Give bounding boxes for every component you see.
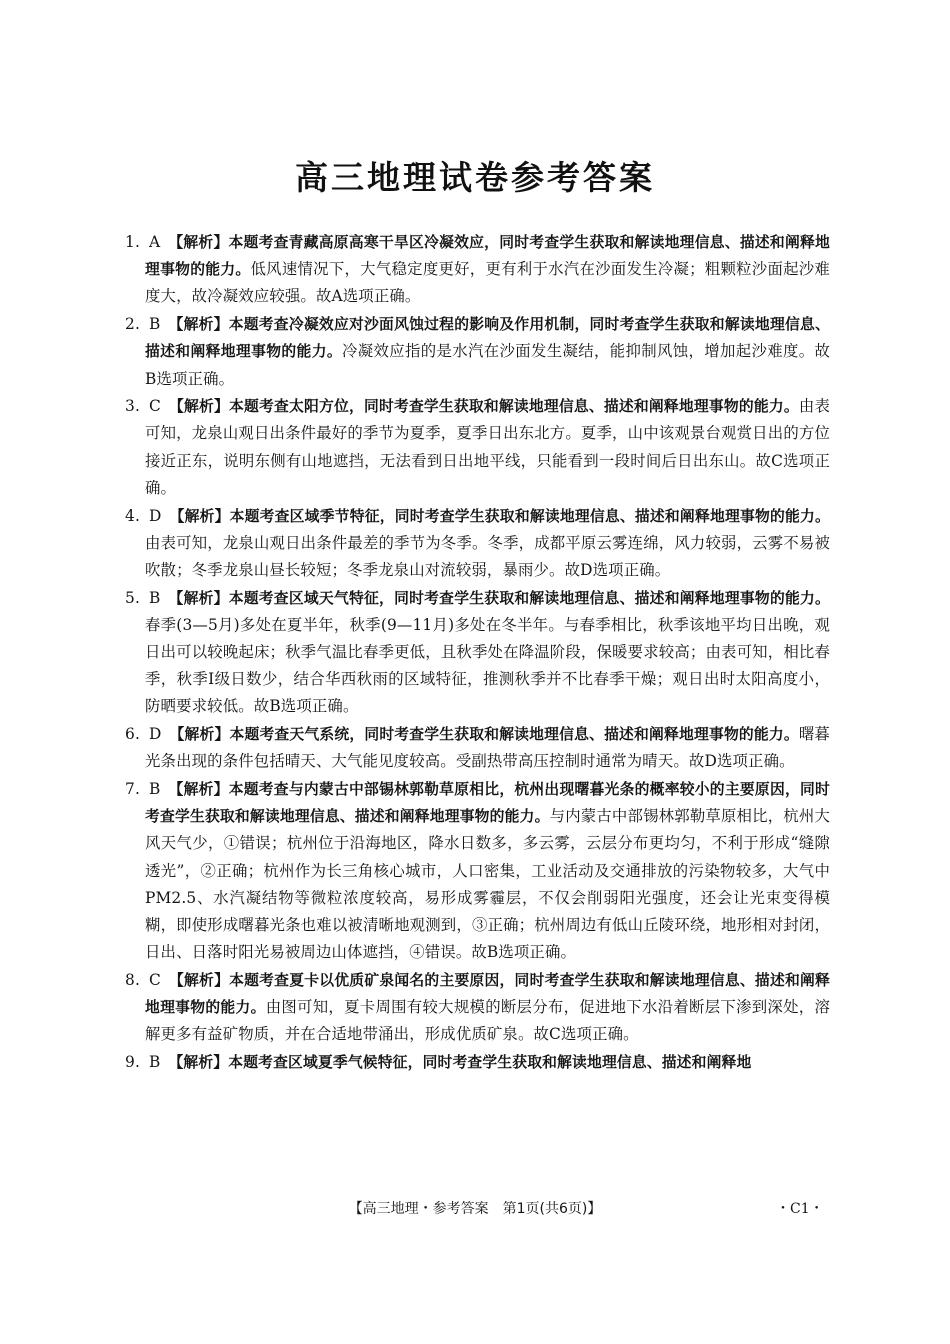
answer-letter: A <box>149 233 161 251</box>
answer-item-4 <box>125 503 830 585</box>
question-number: 9. <box>125 1053 140 1072</box>
analysis-lead: 本题考查与内蒙古中部锡林郭勒草原相比，杭州出现曙暮光条的概率较小的主要原因，同时考查学生获取和解读地理信息、描述和阐释地理事物的能力。 <box>145 781 830 826</box>
analysis-body: 冷凝效应指的是水汽在沙面发生凝结，能抑制风蚀，增加起沙难度。故B选项正确。 <box>145 342 830 388</box>
answer-letter: B <box>149 1053 161 1072</box>
analysis-tag: 【解析】 <box>168 234 229 251</box>
analysis-body: 由表可知，龙泉山观日出条件最好的季节为夏季，夏季日出东北方。夏季，山中该观景台观赏日出的方位接近正东，说明东侧有山地遮挡，无法看到日出地平线，只能看到一段时间后日出东山。故C选项正确。 <box>145 397 830 497</box>
analysis-tag: 【解析】 <box>168 589 229 607</box>
page-code: ・C1・ <box>776 1201 824 1217</box>
question-number: 6. <box>125 725 140 744</box>
answer-item-8 <box>125 967 830 1049</box>
question-number: 3. <box>125 397 140 416</box>
answer-item-3 <box>125 393 830 502</box>
question-number: 1. <box>125 233 140 251</box>
question-number: 5. <box>125 588 140 607</box>
answer-letter: D <box>149 506 162 525</box>
answer-item-2 <box>125 311 830 393</box>
answer-item-7 <box>125 776 830 966</box>
answer-letter: C <box>149 970 161 989</box>
answer-item-9 <box>125 1049 830 1076</box>
answer-letter: B <box>149 588 161 607</box>
answer-item-5 <box>125 585 830 721</box>
analysis-tag: 【解析】 <box>168 781 229 799</box>
answer-letter: B <box>149 315 161 334</box>
analysis-body: 春季(3—5月)多处在夏半年，秋季(9—11月)多处在冬半年。与春季相比，秋季该地平均日出晚，观日出可以较晚起床；秋季气温比春季更低，且秋季处在降温阶段，保暖要求较高；由表可知，相比春季，秋季Ⅰ级日数少，结合华西秋雨的区域特征，推测秋季并不比春季干燥；观日出时太阳高度小，防晒要求较低。故B选项正确。 <box>145 615 830 716</box>
analysis-tag: 【解析】 <box>169 507 230 525</box>
answer-letter: B <box>149 780 161 799</box>
analysis-lead: 本题考查夏卡以优质矿泉闻名的主要原因，同时考查学生获取和解读地理信息、描述和阐释地理事物的能力。 <box>145 971 830 1017</box>
analysis-lead: 本题考查太阳方位，同时考查学生获取和解读地理信息、描述和阐释地理事物的能力。 <box>228 398 799 416</box>
analysis-body: 曙暮光条出现的条件包括晴天、大气能见度较高。受副热带高压控制时通常为晴天。故D选项正确。 <box>145 725 830 771</box>
analysis-body: 与内蒙古中部锡林郭勒草原相比，杭州大风天气少，①错误；杭州位于沿海地区，降水日数多，多云雾，云层分布更均匀，不利于形成“缝隙透光”，②正确；杭州作为长三角核心城市，人口密集，工业活动及交通排放的污染物较多，大气中PM2.5、水汽凝结物等微粒浓度较高，易形成雾霾层，不仅会削弱阳光强度，还会让光束变得模糊，即使形成曙暮光条也难以被清晰地观测到，③正确；杭州周边有低山丘陵环绕，地形相对封闭，日出、日落时阳光易被周边山体遮挡，④错误。故B选项正确。 <box>145 807 830 962</box>
answer-letter: D <box>149 725 162 744</box>
analysis-tag: 【解析】 <box>168 1054 229 1072</box>
answer-list <box>125 229 830 1077</box>
page-footer: 【高三地理・参考答案 第1页(共6页)】 <box>348 1201 602 1217</box>
analysis-tag: 【解析】 <box>169 726 230 744</box>
analysis-body: 由图可知，夏卡周围有较大规模的断层分布，促进地下水沿着断层下渗到深处，溶解更多有益矿物质，并在合适地带涌出，形成优质矿泉。故C选项正确。 <box>145 998 830 1044</box>
analysis-lead: 本题考查青藏高原高寒干旱区冷凝效应，同时考查学生获取和解读地理信息、描述和阐释地理事物的能力。 <box>145 234 830 279</box>
analysis-tag: 【解析】 <box>168 971 230 989</box>
answer-item-1 <box>125 229 830 311</box>
question-number: 4. <box>125 506 140 525</box>
question-number: 7. <box>125 780 140 799</box>
analysis-lead: 本题考查天气系统，同时考查学生获取和解读地理信息、描述和阐释地理事物的能力。 <box>229 726 799 744</box>
question-number: 8. <box>125 970 140 989</box>
page-title: 高三地理试卷参考答案 <box>295 158 655 197</box>
question-number: 2. <box>125 315 140 334</box>
analysis-lead: 本题考查区域夏季气候特征，同时考查学生获取和解读地理信息、描述和阐释地 <box>228 1054 752 1072</box>
analysis-tag: 【解析】 <box>168 316 229 334</box>
analysis-lead: 本题考查区域季节特征，同时考查学生获取和解读地理信息、描述和阐释地理事物的能力。 <box>229 507 830 525</box>
analysis-body: 由表可知，龙泉山观日出条件最差的季节为冬季。冬季，成都平原云雾连绵，风力较弱，云雾不易被吹散；冬季龙泉山昼长较短；冬季龙泉山对流较弱，暴雨少。故D选项正确。 <box>145 533 830 579</box>
answer-item-6 <box>125 721 830 775</box>
analysis-lead: 本题考查冷凝效应对沙面风蚀过程的影响及作用机制，同时考查学生获取和解读地理信息、描述和阐释地理事物的能力。 <box>145 316 830 361</box>
analysis-tag: 【解析】 <box>168 398 229 416</box>
analysis-lead: 本题考查区域天气特征，同时考查学生获取和解读地理信息、描述和阐释地理事物的能力。 <box>228 589 830 607</box>
answer-letter: C <box>149 397 161 416</box>
analysis-body: 低风速情况下，大气稳定度更好，更有利于水汽在沙面发生冷凝；粗颗粒沙面起沙难度大，故冷凝效应较强。故A选项正确。 <box>145 260 830 306</box>
